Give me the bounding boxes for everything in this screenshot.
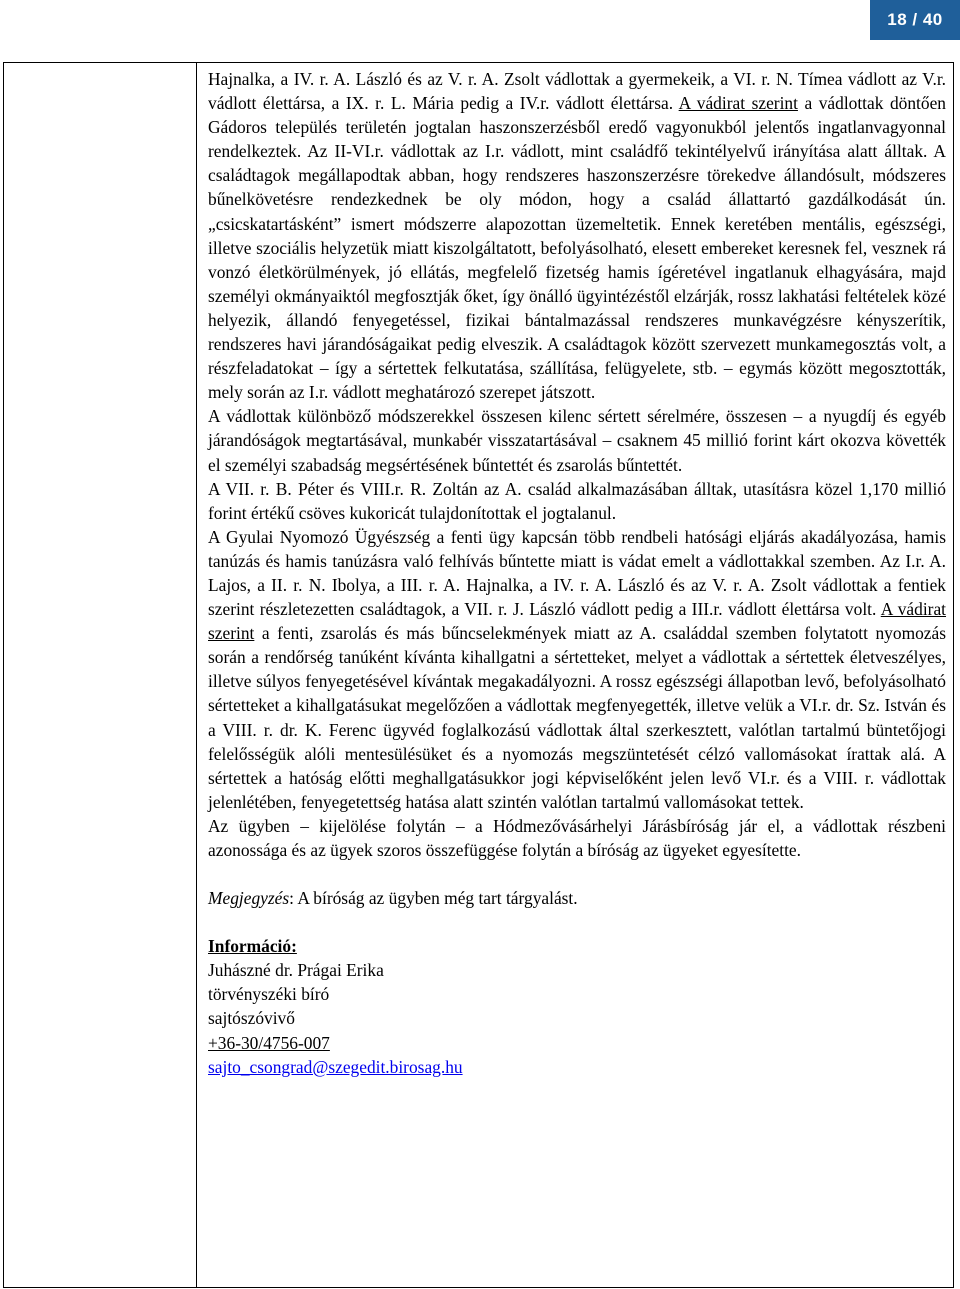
column-divider (196, 62, 197, 1288)
press-release-body (208, 67, 946, 1079)
paragraph-1 (208, 67, 946, 404)
paragraph-text: Hajnalka, a IV. r. A. László és az V. r. A. Zsolt vádlottak a gyermekeik, a VI. r. N. Tímea vádlott az V.r. vádlott élettársa, a IX. r. L. Mária pedig a IV.r. vádlott élettársa. (208, 69, 946, 114)
underlined-phrase: A vádirat szerint (678, 93, 798, 114)
paragraph-text: a vádlottak döntően Gádoros település területén jogtalan haszonszerzésből eredő vagyonukból jelentős ingatlanvagyonnal rendelkeztek. Az II-VI.r. vádlottak az I.r. vádlott, mint családfő tekintélyelvű irányítása alatt álltak. A családtagok megállapodtak abban, hogy rendszeres haszonszerzésre törekedve állandósult, módszeres bűnelkövetésre rendezkednek be oly módon, hogy a család állattartó gazdálkodását ún. „csicskatartásként” ismert módszerre alapozottan üzemeltetik. Ennek keretében mentális, egészségi, illetve szociális helyzetük miatt kiszolgáltatott, befolyásolható, elesett embereket keresnek fel, vesznek rá vonzó életkörülmények, jó ellátás, megfelelő fizetség hamis ígéretével ingatlanuk elhagyására, majd személyi okmányaiktól megfosztják őket, így önálló ügyintézéstől elzárják, rossz lakhatási feltételek közé helyezik, állandó fenyegetéssel, fizikai bántalmazással rendszeres munkavégzésre kényszerítik, rendszeres havi járandóságaikat pedig elveszik. A családtagok között szervezett munkamegosztás volt, a részfeladatokat – így a sértettek felkutatása, szállítása, felügyelete, stb. – egymás között megosztották, mely során az I.r. vádlott meghatározó szerepet játszott. (208, 93, 946, 403)
underlined-phrase: A vádirat szerint (208, 599, 947, 644)
paragraph-text: A Gyulai Nyomozó Ügyészség a fenti ügy kapcsán több rendbeli hatósági eljárás akadályozása, hamis tanúzás és hamis tanúzásra való felhívás bűntette miatt is vádat emelt a vádlottakkal szemben. Az I.r. A. Lajos, a II. r. N. Ibolya, a III. r. A. Hajnalka, a IV. r. A. László és az V. r. A. Zsolt vádlottak a fentiek szerint részletezetten családtagok, a VII. r. J. László vádlott pedig a III.r. vádlott élettársa volt. (208, 526, 946, 620)
contact-name: Juhászné dr. Prágai Erika (208, 960, 384, 981)
paragraph-5 (208, 814, 946, 862)
contact-role: sajtószóvivő (208, 1008, 295, 1029)
paragraph-text: Az ügyben – kijelölése folytán – a Hódmezővásárhelyi Járásbíróság jár el, a vádlottak részbeni azonossága és az ügyek szoros összefüggése folytán a bíróság az ügyeket egyesítette. (208, 815, 946, 860)
contact-title: törvényszéki bíró (208, 984, 330, 1005)
paragraph-4 (208, 525, 946, 814)
page-number: 18 / 40 (887, 10, 943, 29)
contact-email-link[interactable]: sajto_csongrad@szegedit.birosag.hu (208, 1056, 463, 1077)
note (208, 886, 946, 910)
contact-phone: +36-30/4756-007 (208, 1032, 330, 1053)
contact-heading: Információ: (208, 936, 297, 957)
paragraph-text: A vádlottak különböző módszerekkel összesen kilenc sértett sérelmére, összesen – a nyugdíj és egyéb járandóságok megtartásával, munkabér visszatartásával – csaknem 45 millió forint kárt okozva követték el személyi szabadság megsértésének bűntettét és zsarolás bűntettét. (208, 406, 946, 475)
spacer (208, 862, 946, 886)
note-label: Megjegyzés (208, 888, 290, 909)
paragraph-2 (208, 404, 946, 476)
paragraph-3 (208, 477, 946, 525)
contact-block (208, 934, 946, 1079)
page-number-badge (870, 0, 960, 40)
paragraph-text: A VII. r. B. Péter és VIII.r. R. Zoltán az A. család alkalmazásában álltak, utasításra közel 1,170 millió forint értékű csöves kukoricát tulajdonítottak el jogtalanul. (208, 478, 946, 523)
spacer (208, 910, 946, 934)
note-text: : A bíróság az ügyben még tart tárgyalást. (289, 888, 578, 909)
paragraph-text: a fenti, zsarolás és más bűncselekmények miatt az A. családdal szemben folytatott nyomozás során a rendőrség tanúként kívánta kihallgatni a sértetteket, melyet a vádlottak a sértettek életveszélyes, illetve súlyos fenyegetésével kívántak megakadályozni. A rossz egészségi állapotban levő, befolyásolható sértetteket a kihallgatásukat megelőzően a vádlottak megfenyegették, illetve velük a VI.r. dr. Sz. István és a VIII. r. dr. K. Ferenc ügyvéd foglalkozású vádlottak által szerkesztett, valótlan tartalmú büntetőjogi felelősségük alóli mentesülésüket és a nyomozás megszüntetését célzó vallomásokat írattak alá. A sértettek a hatóság előtti meghallgatásukkor jogi képviselőként jelen levő VI.r. és a VIII. r. vádlottak jelenlétében, fenyegetettség hatása alatt szintén valótlan tartalmú vallomásokat tettek. (208, 623, 946, 812)
